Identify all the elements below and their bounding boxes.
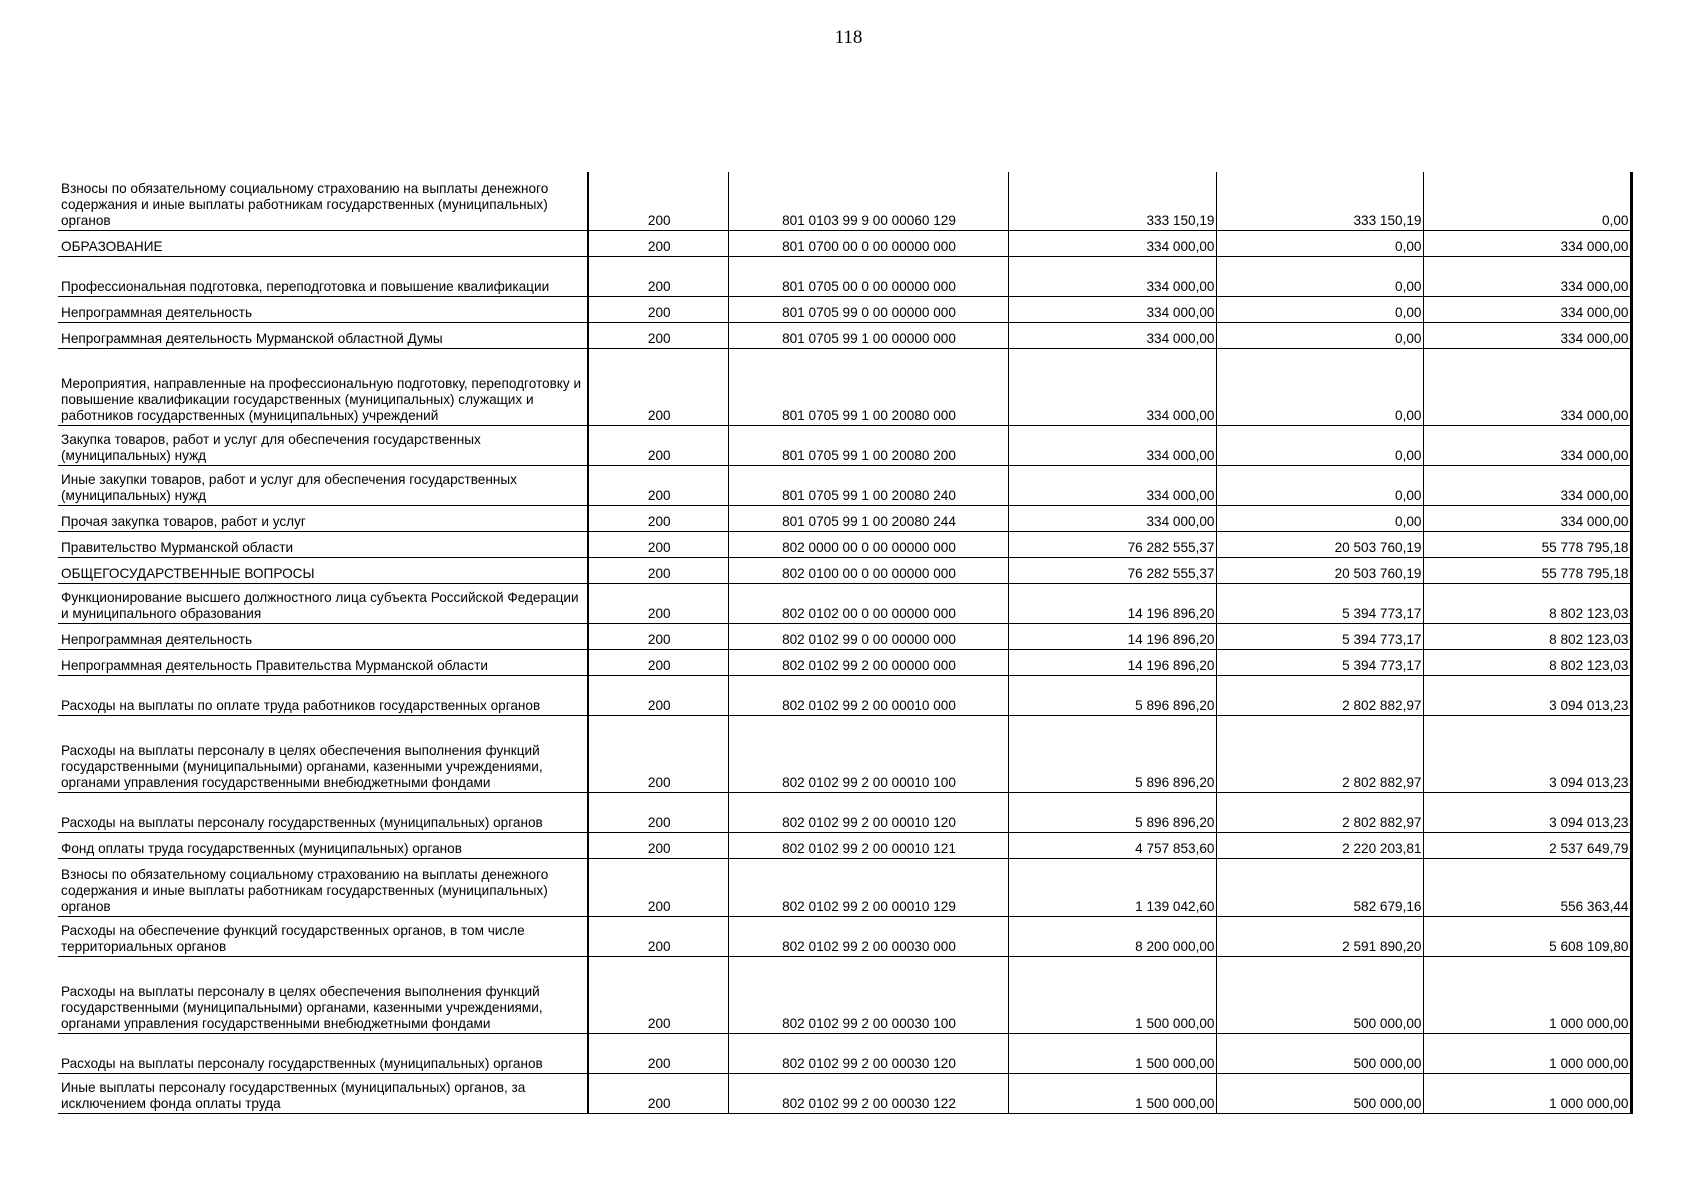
table-row bbox=[58, 296, 1631, 322]
row-budget-code: 802 0102 99 0 00 00000 000 bbox=[728, 623, 1008, 649]
row-budget-code: 802 0102 99 2 00 00010 100 bbox=[728, 715, 1008, 792]
row-approved-amount: 334 000,00 bbox=[1008, 465, 1216, 505]
row-executed-amount: 2 591 890,20 bbox=[1216, 916, 1423, 956]
row-name: ОБЩЕГОСУДАРСТВЕННЫЕ ВОПРОСЫ bbox=[58, 557, 588, 583]
row-executed-amount: 2 802 882,97 bbox=[1216, 715, 1423, 792]
row-executed-amount: 0,00 bbox=[1216, 322, 1423, 348]
table-row bbox=[58, 792, 1631, 832]
row-approved-amount: 14 196 896,20 bbox=[1008, 583, 1216, 623]
table-row bbox=[58, 172, 1631, 230]
table-row bbox=[58, 623, 1631, 649]
row-code: 200 bbox=[588, 531, 728, 557]
row-code: 200 bbox=[588, 465, 728, 505]
row-budget-code: 802 0102 99 2 00 00010 000 bbox=[728, 675, 1008, 715]
row-executed-amount: 20 503 760,19 bbox=[1216, 557, 1423, 583]
row-remaining-amount: 334 000,00 bbox=[1423, 425, 1631, 465]
row-code: 200 bbox=[588, 1033, 728, 1073]
row-executed-amount: 5 394 773,17 bbox=[1216, 623, 1423, 649]
row-code: 200 bbox=[588, 675, 728, 715]
row-executed-amount: 0,00 bbox=[1216, 256, 1423, 296]
row-approved-amount: 14 196 896,20 bbox=[1008, 623, 1216, 649]
table-row bbox=[58, 956, 1631, 1033]
row-name: Непрограммная деятельность bbox=[58, 623, 588, 649]
table-row bbox=[58, 557, 1631, 583]
row-executed-amount: 500 000,00 bbox=[1216, 1033, 1423, 1073]
row-code: 200 bbox=[588, 792, 728, 832]
row-budget-code: 802 0102 99 2 00 00010 120 bbox=[728, 792, 1008, 832]
row-remaining-amount: 8 802 123,03 bbox=[1423, 583, 1631, 623]
row-name: Правительство Мурманской области bbox=[58, 531, 588, 557]
row-name: Непрограммная деятельность Правительства Мурманской области bbox=[58, 649, 588, 675]
row-name: Расходы на выплаты персоналу в целях обеспечения выполнения функций государственными (муниципальными) органами, казенными учреждениями, органами управления государственными внебюджетными фондами bbox=[58, 956, 588, 1033]
row-budget-code: 802 0102 99 2 00 00030 120 bbox=[728, 1033, 1008, 1073]
table-row bbox=[58, 675, 1631, 715]
row-name: Расходы на выплаты персоналу государственных (муниципальных) органов bbox=[58, 1033, 588, 1073]
row-name: Непрограммная деятельность bbox=[58, 296, 588, 322]
row-remaining-amount: 1 000 000,00 bbox=[1423, 956, 1631, 1033]
row-approved-amount: 1 500 000,00 bbox=[1008, 1073, 1216, 1113]
row-remaining-amount: 3 094 013,23 bbox=[1423, 675, 1631, 715]
row-remaining-amount: 8 802 123,03 bbox=[1423, 623, 1631, 649]
row-budget-code: 802 0102 99 2 00 00010 129 bbox=[728, 858, 1008, 916]
row-executed-amount: 0,00 bbox=[1216, 465, 1423, 505]
row-code: 200 bbox=[588, 858, 728, 916]
row-approved-amount: 5 896 896,20 bbox=[1008, 792, 1216, 832]
row-remaining-amount: 2 537 649,79 bbox=[1423, 832, 1631, 858]
row-remaining-amount: 0,00 bbox=[1423, 172, 1631, 230]
row-remaining-amount: 334 000,00 bbox=[1423, 505, 1631, 531]
table-row bbox=[58, 531, 1631, 557]
budget-table bbox=[58, 172, 1633, 1114]
row-approved-amount: 5 896 896,20 bbox=[1008, 675, 1216, 715]
row-budget-code: 801 0705 99 1 00 20080 240 bbox=[728, 465, 1008, 505]
row-name: Расходы на выплаты персоналу государственных (муниципальных) органов bbox=[58, 792, 588, 832]
row-budget-code: 801 0700 00 0 00 00000 000 bbox=[728, 230, 1008, 256]
row-remaining-amount: 55 778 795,18 bbox=[1423, 531, 1631, 557]
row-name: Фонд оплаты труда государственных (муниципальных) органов bbox=[58, 832, 588, 858]
row-code: 200 bbox=[588, 623, 728, 649]
table-row bbox=[58, 715, 1631, 792]
row-approved-amount: 334 000,00 bbox=[1008, 256, 1216, 296]
row-executed-amount: 5 394 773,17 bbox=[1216, 583, 1423, 623]
row-budget-code: 802 0102 99 2 00 00030 100 bbox=[728, 956, 1008, 1033]
row-remaining-amount: 3 094 013,23 bbox=[1423, 715, 1631, 792]
row-code: 200 bbox=[588, 583, 728, 623]
row-executed-amount: 0,00 bbox=[1216, 296, 1423, 322]
row-approved-amount: 334 000,00 bbox=[1008, 425, 1216, 465]
table-row bbox=[58, 1033, 1631, 1073]
row-remaining-amount: 334 000,00 bbox=[1423, 230, 1631, 256]
row-remaining-amount: 334 000,00 bbox=[1423, 296, 1631, 322]
row-budget-code: 801 0705 99 1 00 20080 000 bbox=[728, 348, 1008, 425]
row-name: Прочая закупка товаров, работ и услуг bbox=[58, 505, 588, 531]
row-name: Закупка товаров, работ и услуг для обеспечения государственных (муниципальных) нужд bbox=[58, 425, 588, 465]
row-code: 200 bbox=[588, 1073, 728, 1113]
row-remaining-amount: 334 000,00 bbox=[1423, 256, 1631, 296]
row-code: 200 bbox=[588, 296, 728, 322]
row-name: Расходы на обеспечение функций государственных органов, в том числе территориальных органов bbox=[58, 916, 588, 956]
row-approved-amount: 334 000,00 bbox=[1008, 230, 1216, 256]
row-code: 200 bbox=[588, 832, 728, 858]
table-row bbox=[58, 425, 1631, 465]
row-approved-amount: 334 000,00 bbox=[1008, 505, 1216, 531]
row-code: 200 bbox=[588, 322, 728, 348]
row-name: Взносы по обязательному социальному страхованию на выплаты денежного содержания и иные выплаты работникам государственных (муниципальных) органов bbox=[58, 858, 588, 916]
row-remaining-amount: 1 000 000,00 bbox=[1423, 1073, 1631, 1113]
row-budget-code: 802 0102 99 2 00 00030 122 bbox=[728, 1073, 1008, 1113]
row-budget-code: 801 0705 99 1 00 20080 200 bbox=[728, 425, 1008, 465]
row-code: 200 bbox=[588, 256, 728, 296]
table-row bbox=[58, 348, 1631, 425]
row-code: 200 bbox=[588, 348, 728, 425]
row-approved-amount: 8 200 000,00 bbox=[1008, 916, 1216, 956]
row-approved-amount: 334 000,00 bbox=[1008, 322, 1216, 348]
row-name: Функционирование высшего должностного лица субъекта Российской Федерации и муниципального образования bbox=[58, 583, 588, 623]
row-remaining-amount: 334 000,00 bbox=[1423, 465, 1631, 505]
row-remaining-amount: 334 000,00 bbox=[1423, 322, 1631, 348]
row-approved-amount: 333 150,19 bbox=[1008, 172, 1216, 230]
row-remaining-amount: 5 608 109,80 bbox=[1423, 916, 1631, 956]
row-executed-amount: 5 394 773,17 bbox=[1216, 649, 1423, 675]
row-code: 200 bbox=[588, 230, 728, 256]
row-remaining-amount: 8 802 123,03 bbox=[1423, 649, 1631, 675]
row-name: Взносы по обязательному социальному страхованию на выплаты денежного содержания и иные выплаты работникам государственных (муниципальных) органов bbox=[58, 172, 588, 230]
row-remaining-amount: 3 094 013,23 bbox=[1423, 792, 1631, 832]
row-executed-amount: 500 000,00 bbox=[1216, 956, 1423, 1033]
row-name: Мероприятия, направленные на профессиональную подготовку, переподготовку и повышение квалификации государственных (муниципальных) служащих и работников государственных (муниципальных) учреждений bbox=[58, 348, 588, 425]
row-code: 200 bbox=[588, 916, 728, 956]
table-row bbox=[58, 832, 1631, 858]
page-number: 118 bbox=[834, 27, 863, 48]
row-approved-amount: 1 500 000,00 bbox=[1008, 956, 1216, 1033]
row-executed-amount: 0,00 bbox=[1216, 230, 1423, 256]
row-executed-amount: 500 000,00 bbox=[1216, 1073, 1423, 1113]
row-approved-amount: 76 282 555,37 bbox=[1008, 531, 1216, 557]
row-remaining-amount: 1 000 000,00 bbox=[1423, 1033, 1631, 1073]
table-row bbox=[58, 649, 1631, 675]
row-approved-amount: 76 282 555,37 bbox=[1008, 557, 1216, 583]
table-row bbox=[58, 505, 1631, 531]
row-code: 200 bbox=[588, 505, 728, 531]
table-row bbox=[58, 1073, 1631, 1113]
table-row bbox=[58, 230, 1631, 256]
row-budget-code: 801 0705 99 1 00 00000 000 bbox=[728, 322, 1008, 348]
row-name: Расходы на выплаты персоналу в целях обеспечения выполнения функций государственными (муниципальными) органами, казенными учреждениями, органами управления государственными внебюджетными фондами bbox=[58, 715, 588, 792]
row-executed-amount: 0,00 bbox=[1216, 425, 1423, 465]
table-row bbox=[58, 583, 1631, 623]
row-executed-amount: 2 220 203,81 bbox=[1216, 832, 1423, 858]
row-name: Непрограммная деятельность Мурманской областной Думы bbox=[58, 322, 588, 348]
row-remaining-amount: 55 778 795,18 bbox=[1423, 557, 1631, 583]
row-budget-code: 802 0102 99 2 00 00010 121 bbox=[728, 832, 1008, 858]
row-approved-amount: 1 500 000,00 bbox=[1008, 1033, 1216, 1073]
row-budget-code: 801 0103 99 9 00 00060 129 bbox=[728, 172, 1008, 230]
row-budget-code: 802 0102 99 2 00 00030 000 bbox=[728, 916, 1008, 956]
row-budget-code: 802 0000 00 0 00 00000 000 bbox=[728, 531, 1008, 557]
row-code: 200 bbox=[588, 715, 728, 792]
row-approved-amount: 4 757 853,60 bbox=[1008, 832, 1216, 858]
row-executed-amount: 0,00 bbox=[1216, 505, 1423, 531]
row-name: Профессиональная подготовка, переподготовка и повышение квалификации bbox=[58, 256, 588, 296]
row-code: 200 bbox=[588, 649, 728, 675]
row-executed-amount: 0,00 bbox=[1216, 348, 1423, 425]
row-approved-amount: 1 139 042,60 bbox=[1008, 858, 1216, 916]
row-budget-code: 801 0705 99 1 00 20080 244 bbox=[728, 505, 1008, 531]
row-executed-amount: 582 679,16 bbox=[1216, 858, 1423, 916]
table-row bbox=[58, 256, 1631, 296]
row-executed-amount: 333 150,19 bbox=[1216, 172, 1423, 230]
row-executed-amount: 2 802 882,97 bbox=[1216, 675, 1423, 715]
row-code: 200 bbox=[588, 557, 728, 583]
row-approved-amount: 334 000,00 bbox=[1008, 296, 1216, 322]
table-row bbox=[58, 858, 1631, 916]
row-name: Иные выплаты персоналу государственных (муниципальных) органов, за исключением фонда оплаты труда bbox=[58, 1073, 588, 1113]
row-approved-amount: 5 896 896,20 bbox=[1008, 715, 1216, 792]
row-code: 200 bbox=[588, 425, 728, 465]
row-remaining-amount: 556 363,44 bbox=[1423, 858, 1631, 916]
row-name: ОБРАЗОВАНИЕ bbox=[58, 230, 588, 256]
row-budget-code: 802 0102 00 0 00 00000 000 bbox=[728, 583, 1008, 623]
row-name: Расходы на выплаты по оплате труда работников государственных органов bbox=[58, 675, 588, 715]
row-budget-code: 802 0102 99 2 00 00000 000 bbox=[728, 649, 1008, 675]
row-approved-amount: 14 196 896,20 bbox=[1008, 649, 1216, 675]
row-code: 200 bbox=[588, 956, 728, 1033]
row-executed-amount: 2 802 882,97 bbox=[1216, 792, 1423, 832]
row-approved-amount: 334 000,00 bbox=[1008, 348, 1216, 425]
table-row bbox=[58, 916, 1631, 956]
row-budget-code: 802 0100 00 0 00 00000 000 bbox=[728, 557, 1008, 583]
table-row bbox=[58, 465, 1631, 505]
row-executed-amount: 20 503 760,19 bbox=[1216, 531, 1423, 557]
row-remaining-amount: 334 000,00 bbox=[1423, 348, 1631, 425]
table-row bbox=[58, 322, 1631, 348]
row-budget-code: 801 0705 99 0 00 00000 000 bbox=[728, 296, 1008, 322]
row-name: Иные закупки товаров, работ и услуг для обеспечения государственных (муниципальных) нужд bbox=[58, 465, 588, 505]
row-budget-code: 801 0705 00 0 00 00000 000 bbox=[728, 256, 1008, 296]
row-code: 200 bbox=[588, 172, 728, 230]
